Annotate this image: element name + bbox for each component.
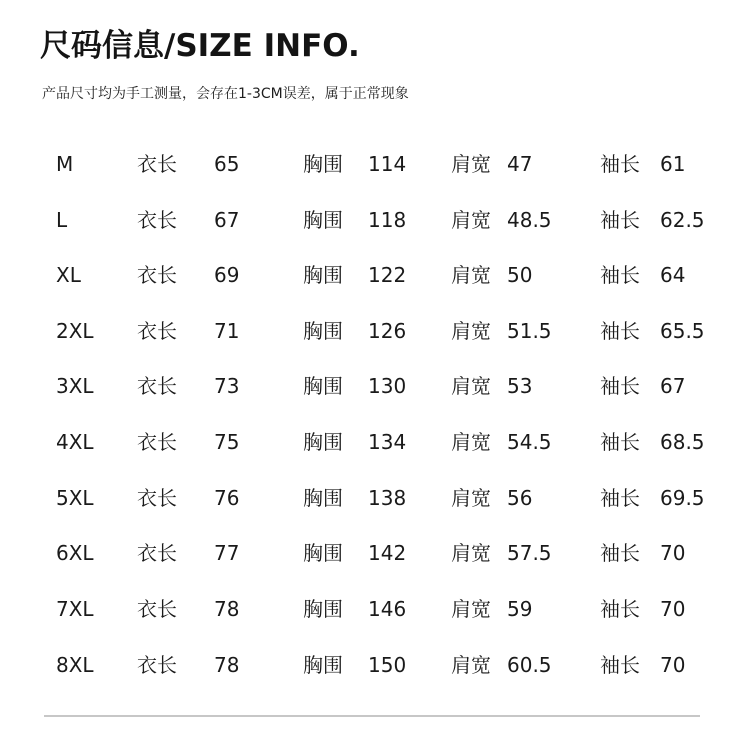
shoulder-label: 肩宽 [451,541,491,565]
sleeve-value: 70 [660,541,686,565]
chest-label: 胸围 [303,152,343,176]
size-label: 8XL [56,653,94,677]
size-label: 2XL [56,319,94,343]
table-row [0,258,750,292]
chest-label: 胸围 [303,208,343,232]
sleeve-label: 袖长 [600,263,640,287]
chest-value: 118 [368,208,407,232]
size-label: 5XL [56,486,94,510]
sleeve-value: 65.5 [660,319,705,343]
shoulder-label: 肩宽 [451,374,491,398]
chest-value: 114 [368,152,407,176]
size-label: L [56,208,68,232]
shoulder-label: 肩宽 [451,208,491,232]
chest-label: 胸围 [303,263,343,287]
shoulder-value: 60.5 [507,653,552,677]
length-value: 73 [214,374,240,398]
size-label: 4XL [56,430,94,454]
shoulder-label: 肩宽 [451,319,491,343]
length-label: 衣长 [137,541,177,565]
length-value: 77 [214,541,240,565]
sleeve-value: 61 [660,152,686,176]
length-value: 76 [214,486,240,510]
shoulder-label: 肩宽 [451,263,491,287]
length-label: 衣长 [137,597,177,621]
table-row [0,147,750,181]
length-value: 69 [214,263,240,287]
table-row [0,592,750,626]
shoulder-value: 51.5 [507,319,552,343]
sleeve-label: 袖长 [600,486,640,510]
shoulder-value: 50 [507,263,533,287]
length-label: 衣长 [137,208,177,232]
chest-label: 胸围 [303,653,343,677]
sleeve-label: 袖长 [600,152,640,176]
sleeve-value: 68.5 [660,430,705,454]
shoulder-value: 56 [507,486,533,510]
length-label: 衣长 [137,486,177,510]
table-row [0,648,750,682]
sleeve-value: 67 [660,374,686,398]
shoulder-value: 53 [507,374,533,398]
shoulder-value: 54.5 [507,430,552,454]
shoulder-value: 48.5 [507,208,552,232]
chest-value: 134 [368,430,407,454]
sleeve-label: 袖长 [600,319,640,343]
chest-label: 胸围 [303,597,343,621]
measurement-note: 产品尺寸均为手工测量，会存在1-3CM误差，属于正常现象 [42,86,409,102]
sleeve-value: 64 [660,263,686,287]
length-value: 78 [214,597,240,621]
length-value: 71 [214,319,240,343]
sleeve-value: 62.5 [660,208,705,232]
sleeve-label: 袖长 [600,653,640,677]
shoulder-label: 肩宽 [451,597,491,621]
sleeve-label: 袖长 [600,374,640,398]
chest-value: 150 [368,653,407,677]
size-label: 6XL [56,541,94,565]
length-label: 衣长 [137,653,177,677]
table-row [0,369,750,403]
size-label: XL [56,263,81,287]
length-label: 衣长 [137,152,177,176]
length-value: 67 [214,208,240,232]
table-row [0,481,750,515]
table-row [0,314,750,348]
size-label: 3XL [56,374,94,398]
chest-value: 146 [368,597,407,621]
chest-label: 胸围 [303,374,343,398]
chest-value: 130 [368,374,407,398]
table-row [0,203,750,237]
sleeve-label: 袖长 [600,208,640,232]
shoulder-label: 肩宽 [451,430,491,454]
shoulder-value: 59 [507,597,533,621]
size-label: 7XL [56,597,94,621]
chest-label: 胸围 [303,541,343,565]
page-title: 尺码信息/SIZE INFO. [40,28,360,64]
chest-value: 122 [368,263,407,287]
length-label: 衣长 [137,374,177,398]
chest-label: 胸围 [303,430,343,454]
shoulder-value: 57.5 [507,541,552,565]
length-label: 衣长 [137,263,177,287]
size-label: M [56,152,74,176]
length-label: 衣长 [137,430,177,454]
table-row [0,536,750,570]
sleeve-value: 69.5 [660,486,705,510]
sleeve-label: 袖长 [600,597,640,621]
table-row [0,425,750,459]
shoulder-label: 肩宽 [451,653,491,677]
sleeve-value: 70 [660,653,686,677]
sleeve-label: 袖长 [600,541,640,565]
shoulder-label: 肩宽 [451,152,491,176]
chest-label: 胸围 [303,319,343,343]
shoulder-value: 47 [507,152,533,176]
sleeve-label: 袖长 [600,430,640,454]
chest-value: 126 [368,319,407,343]
chest-value: 142 [368,541,407,565]
length-value: 75 [214,430,240,454]
length-value: 78 [214,653,240,677]
length-value: 65 [214,152,240,176]
chest-label: 胸围 [303,486,343,510]
length-label: 衣长 [137,319,177,343]
chest-value: 138 [368,486,407,510]
shoulder-label: 肩宽 [451,486,491,510]
bottom-divider [44,715,700,717]
sleeve-value: 70 [660,597,686,621]
